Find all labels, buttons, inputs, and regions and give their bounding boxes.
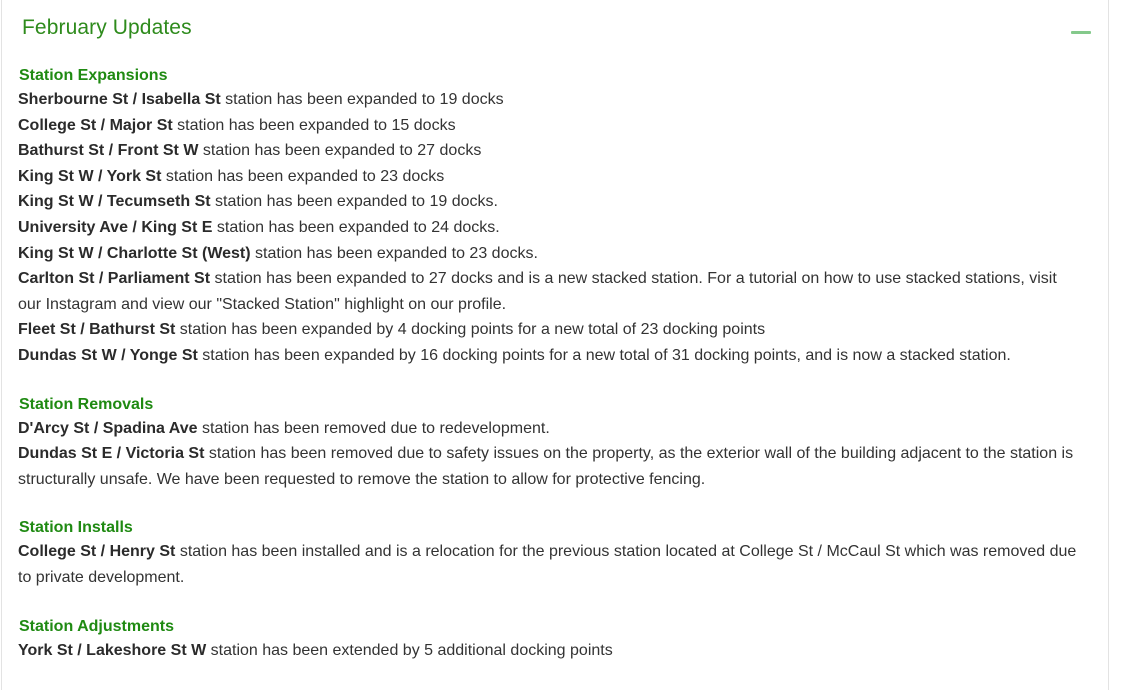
list-item [18,189,1084,215]
entry-text: station has been expanded to 23 docks. [250,244,538,262]
panel-title[interactable]: February Updates [22,16,192,39]
section-title: Station Expansions [19,67,168,84]
entry-text: station has been expanded by 4 docking points for a new total of 23 docking points [175,321,766,339]
section-title: Station Adjustments [19,617,174,635]
list-item [18,164,1084,190]
station-name: D'Arcy St / Spadina Ave [18,419,198,437]
updates-panel [1,0,1109,690]
list-item [18,138,1084,164]
list-item [18,317,1084,343]
entry-text: station has been installed and is a relocation for the previous station located at College St / McCaul St which was removed due to private development. [18,543,1077,586]
section-title: Station Removals [19,395,154,413]
station-name: Dundas St W / Yonge St [18,346,198,364]
entry-text: station has been expanded to 23 docks [161,167,445,185]
entry-text: station has been expanded to 24 docks. [212,218,500,236]
station-name: King St W / Tecumseth St [18,193,211,211]
entry-text: station has been removed due to redevelopment. [197,419,550,437]
station-name: Dundas St E / Victoria St [18,445,205,463]
section-station-installs [18,517,1084,590]
minus-icon [1071,31,1091,34]
station-name: Sherbourne St / Isabella St [18,91,221,108]
section-station-removals [18,394,1084,493]
entry-text: station has been removed due to safety issues on the property, as the exterior wall of the building adjacent to the station is structurally unsafe. We have been requested to remove the station to allow for protective fencing. [18,445,1074,488]
station-name: Fleet St / Bathurst St [18,321,176,339]
list-item [18,539,1084,590]
station-name: King St W / Charlotte St (West) [18,244,251,262]
entry-text: station has been expanded to 19 docks. [210,193,498,211]
list-item [18,113,1084,139]
collapse-button[interactable] [1071,24,1093,42]
entry-text: station has been expanded to 27 docks [198,142,482,160]
section-title: Station Installs [19,519,133,537]
entry-text: station has been expanded to 19 docks [220,91,504,108]
list-item [18,241,1084,267]
entry-text: station has been extended by 5 additional docking points [206,641,613,659]
list-item [18,441,1084,492]
panel-body [18,65,1084,663]
entry-text: station has been expanded by 16 docking points for a new total of 31 docking points, and is now a stacked station. [197,346,1011,364]
list-item [18,215,1084,241]
entry-text: station has been expanded to 15 docks [172,116,456,134]
station-name: York St / Lakeshore St W [18,641,207,659]
section-station-adjustments [18,616,1084,664]
station-name: College St / Major St [18,116,173,134]
station-name: King St W / York St [18,167,162,185]
station-name: Bathurst St / Front St W [18,142,199,160]
list-item [18,416,1084,442]
list-item [18,87,1084,113]
list-item [18,266,1084,317]
entry-text: station has been expanded to 27 docks and is a new stacked station. For a tutorial on how to use stacked stations, visit our Instagram and view our "Stacked Station" highlight on our profile. [18,270,1057,313]
list-item [18,343,1084,369]
list-item [18,638,1084,664]
section-station-expansions [18,65,1084,369]
station-name: University Ave / King St E [18,218,213,236]
station-name: College St / Henry St [18,543,176,561]
station-name: Carlton St / Parliament St [18,270,211,288]
